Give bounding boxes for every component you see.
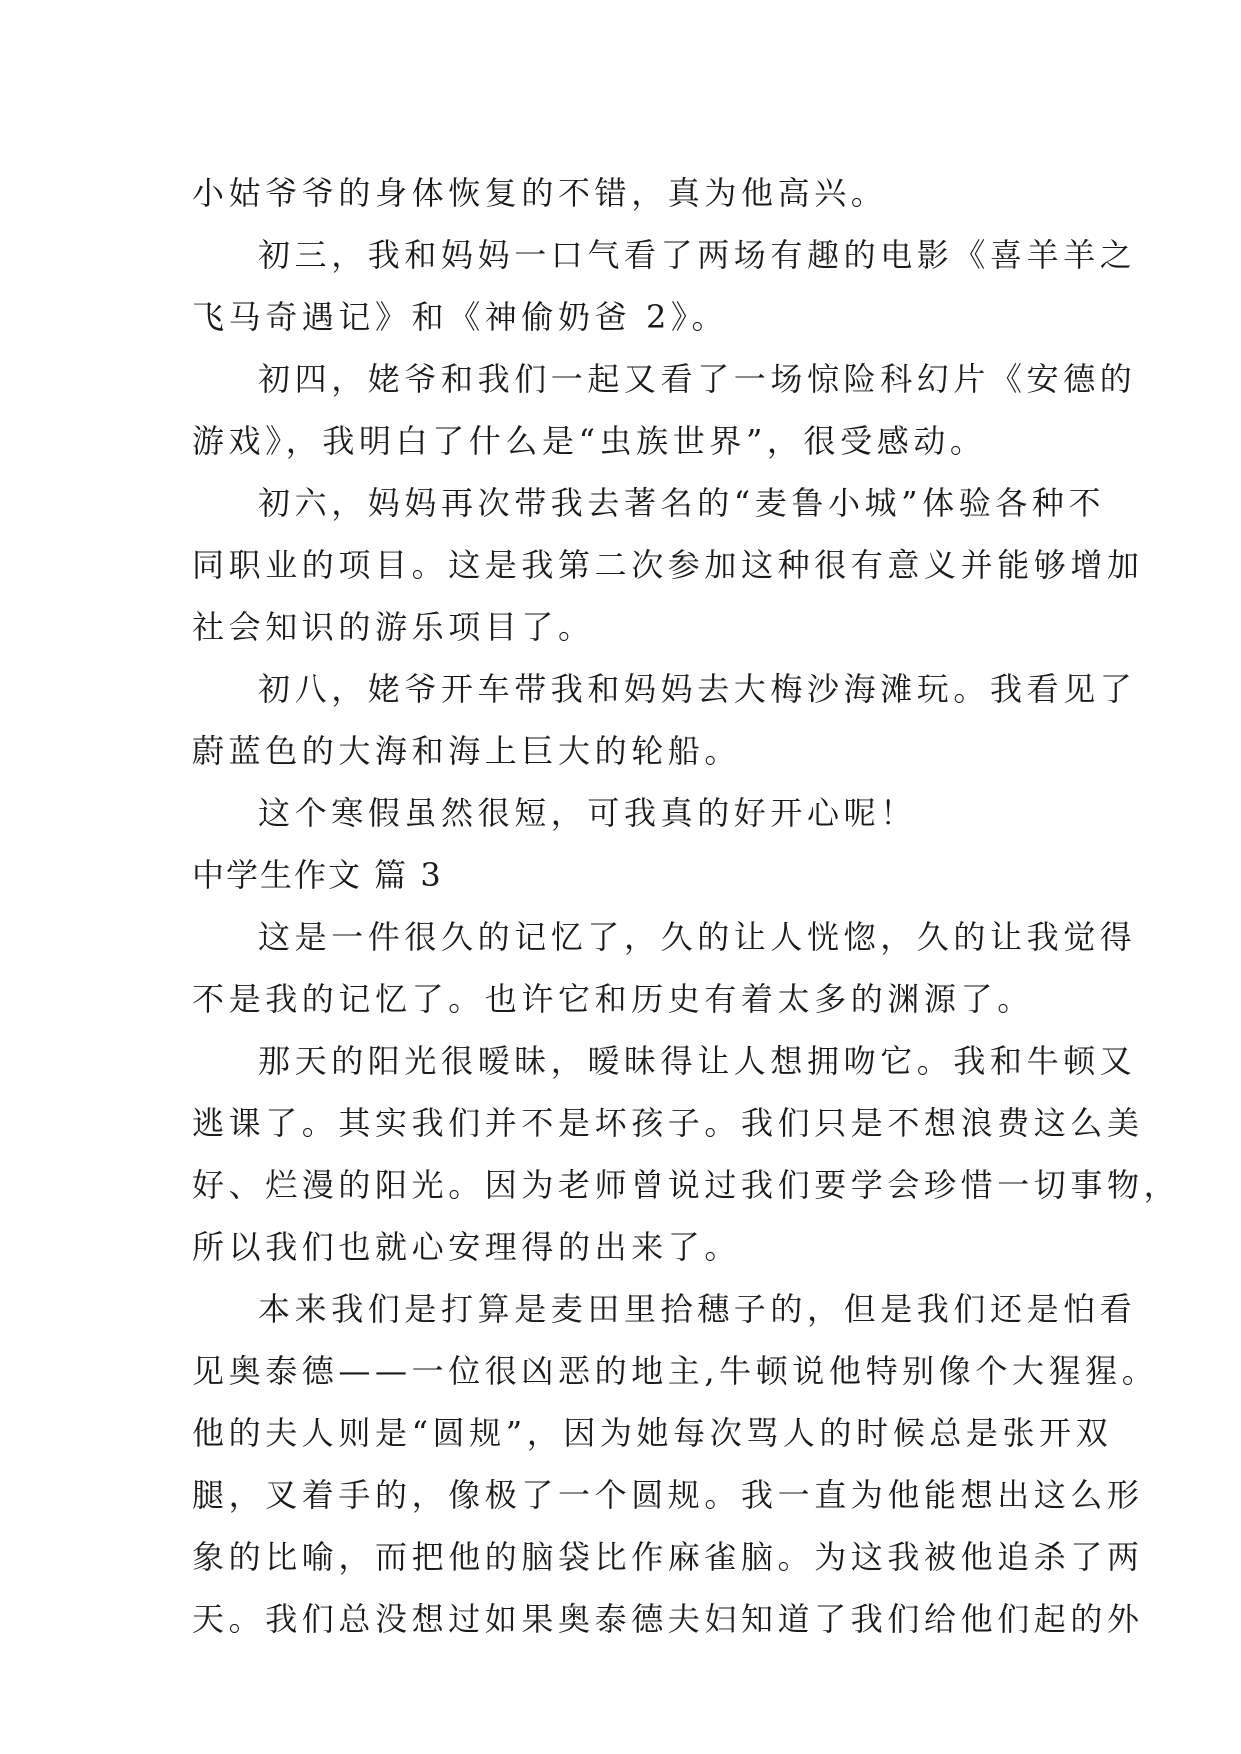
- paragraph-line: 初八，姥爷开车带我和妈妈去大梅沙海滩玩。我看见了: [258, 670, 1137, 708]
- paragraph-line: 社会知识的游乐项目了。: [192, 608, 595, 646]
- paragraph-line: 初四，姥爷和我们一起又看了一场惊险科幻片《安德的: [258, 360, 1137, 398]
- paragraph-line: 初三，我和妈妈一口气看了两场有趣的电影《喜羊羊之: [258, 236, 1137, 274]
- paragraph-line: 那天的阳光很暧昧，暧昧得让人想拥吻它。我和牛顿又: [258, 1042, 1137, 1080]
- paragraph-line: 这是一件很久的记忆了，久的让人恍惚，久的让我觉得: [258, 918, 1137, 956]
- paragraph-line: 逃课了。其实我们并不是坏孩子。我们只是不想浪费这么美: [192, 1104, 1144, 1142]
- paragraph-line: 所以我们也就心安理得的出来了。: [192, 1228, 742, 1266]
- paragraph-line: 同职业的项目。这是我第二次参加这种很有意义并能够增加: [192, 546, 1144, 584]
- paragraph-line: 本来我们是打算是麦田里拾穗子的，但是我们还是怕看: [258, 1290, 1137, 1328]
- paragraph-line: 飞马奇遇记》和《神偷奶爸 2》。: [192, 298, 729, 336]
- paragraph-line: 象的比喻，而把他的脑袋比作麻雀脑。为这我被他追杀了两: [192, 1538, 1144, 1576]
- paragraph-line: 不是我的记忆了。也许它和历史有着太多的渊源了。: [192, 980, 1034, 1018]
- paragraph-line: 蔚蓝色的大海和海上巨大的轮船。: [192, 732, 742, 770]
- paragraph-line: 腿，叉着手的，像极了一个圆规。我一直为他能想出这么形: [192, 1476, 1144, 1514]
- paragraph-line: 天。我们总没想过如果奥泰德夫妇知道了我们给他们起的外: [192, 1600, 1144, 1638]
- paragraph-line: 游戏》，我明白了什么是“虫族世界”，很受感动。: [192, 422, 987, 460]
- article-body: [192, 162, 1181, 1650]
- paragraph-line: 小姑爷爷的身体恢复的不错，真为他高兴。: [192, 174, 888, 212]
- paragraph-line: 好、烂漫的阳光。因为老师曾说过我们要学会珍惜一切事物，: [192, 1166, 1181, 1204]
- section-heading: 中学生作文 篇 3: [192, 856, 443, 894]
- paragraph-line: 初六，妈妈再次带我去著名的“麦鲁小城”体验各种不: [258, 484, 1106, 522]
- paragraph-line: 见奥泰德——一位很凶恶的地主,牛顿说他特别像个大猩猩。: [192, 1352, 1159, 1390]
- paragraph-line: 他的夫人则是“圆规”，因为她每次骂人的时候总是张开双: [192, 1414, 1113, 1452]
- paragraph-line: 这个寒假虽然很短，可我真的好开心呢！: [258, 794, 917, 832]
